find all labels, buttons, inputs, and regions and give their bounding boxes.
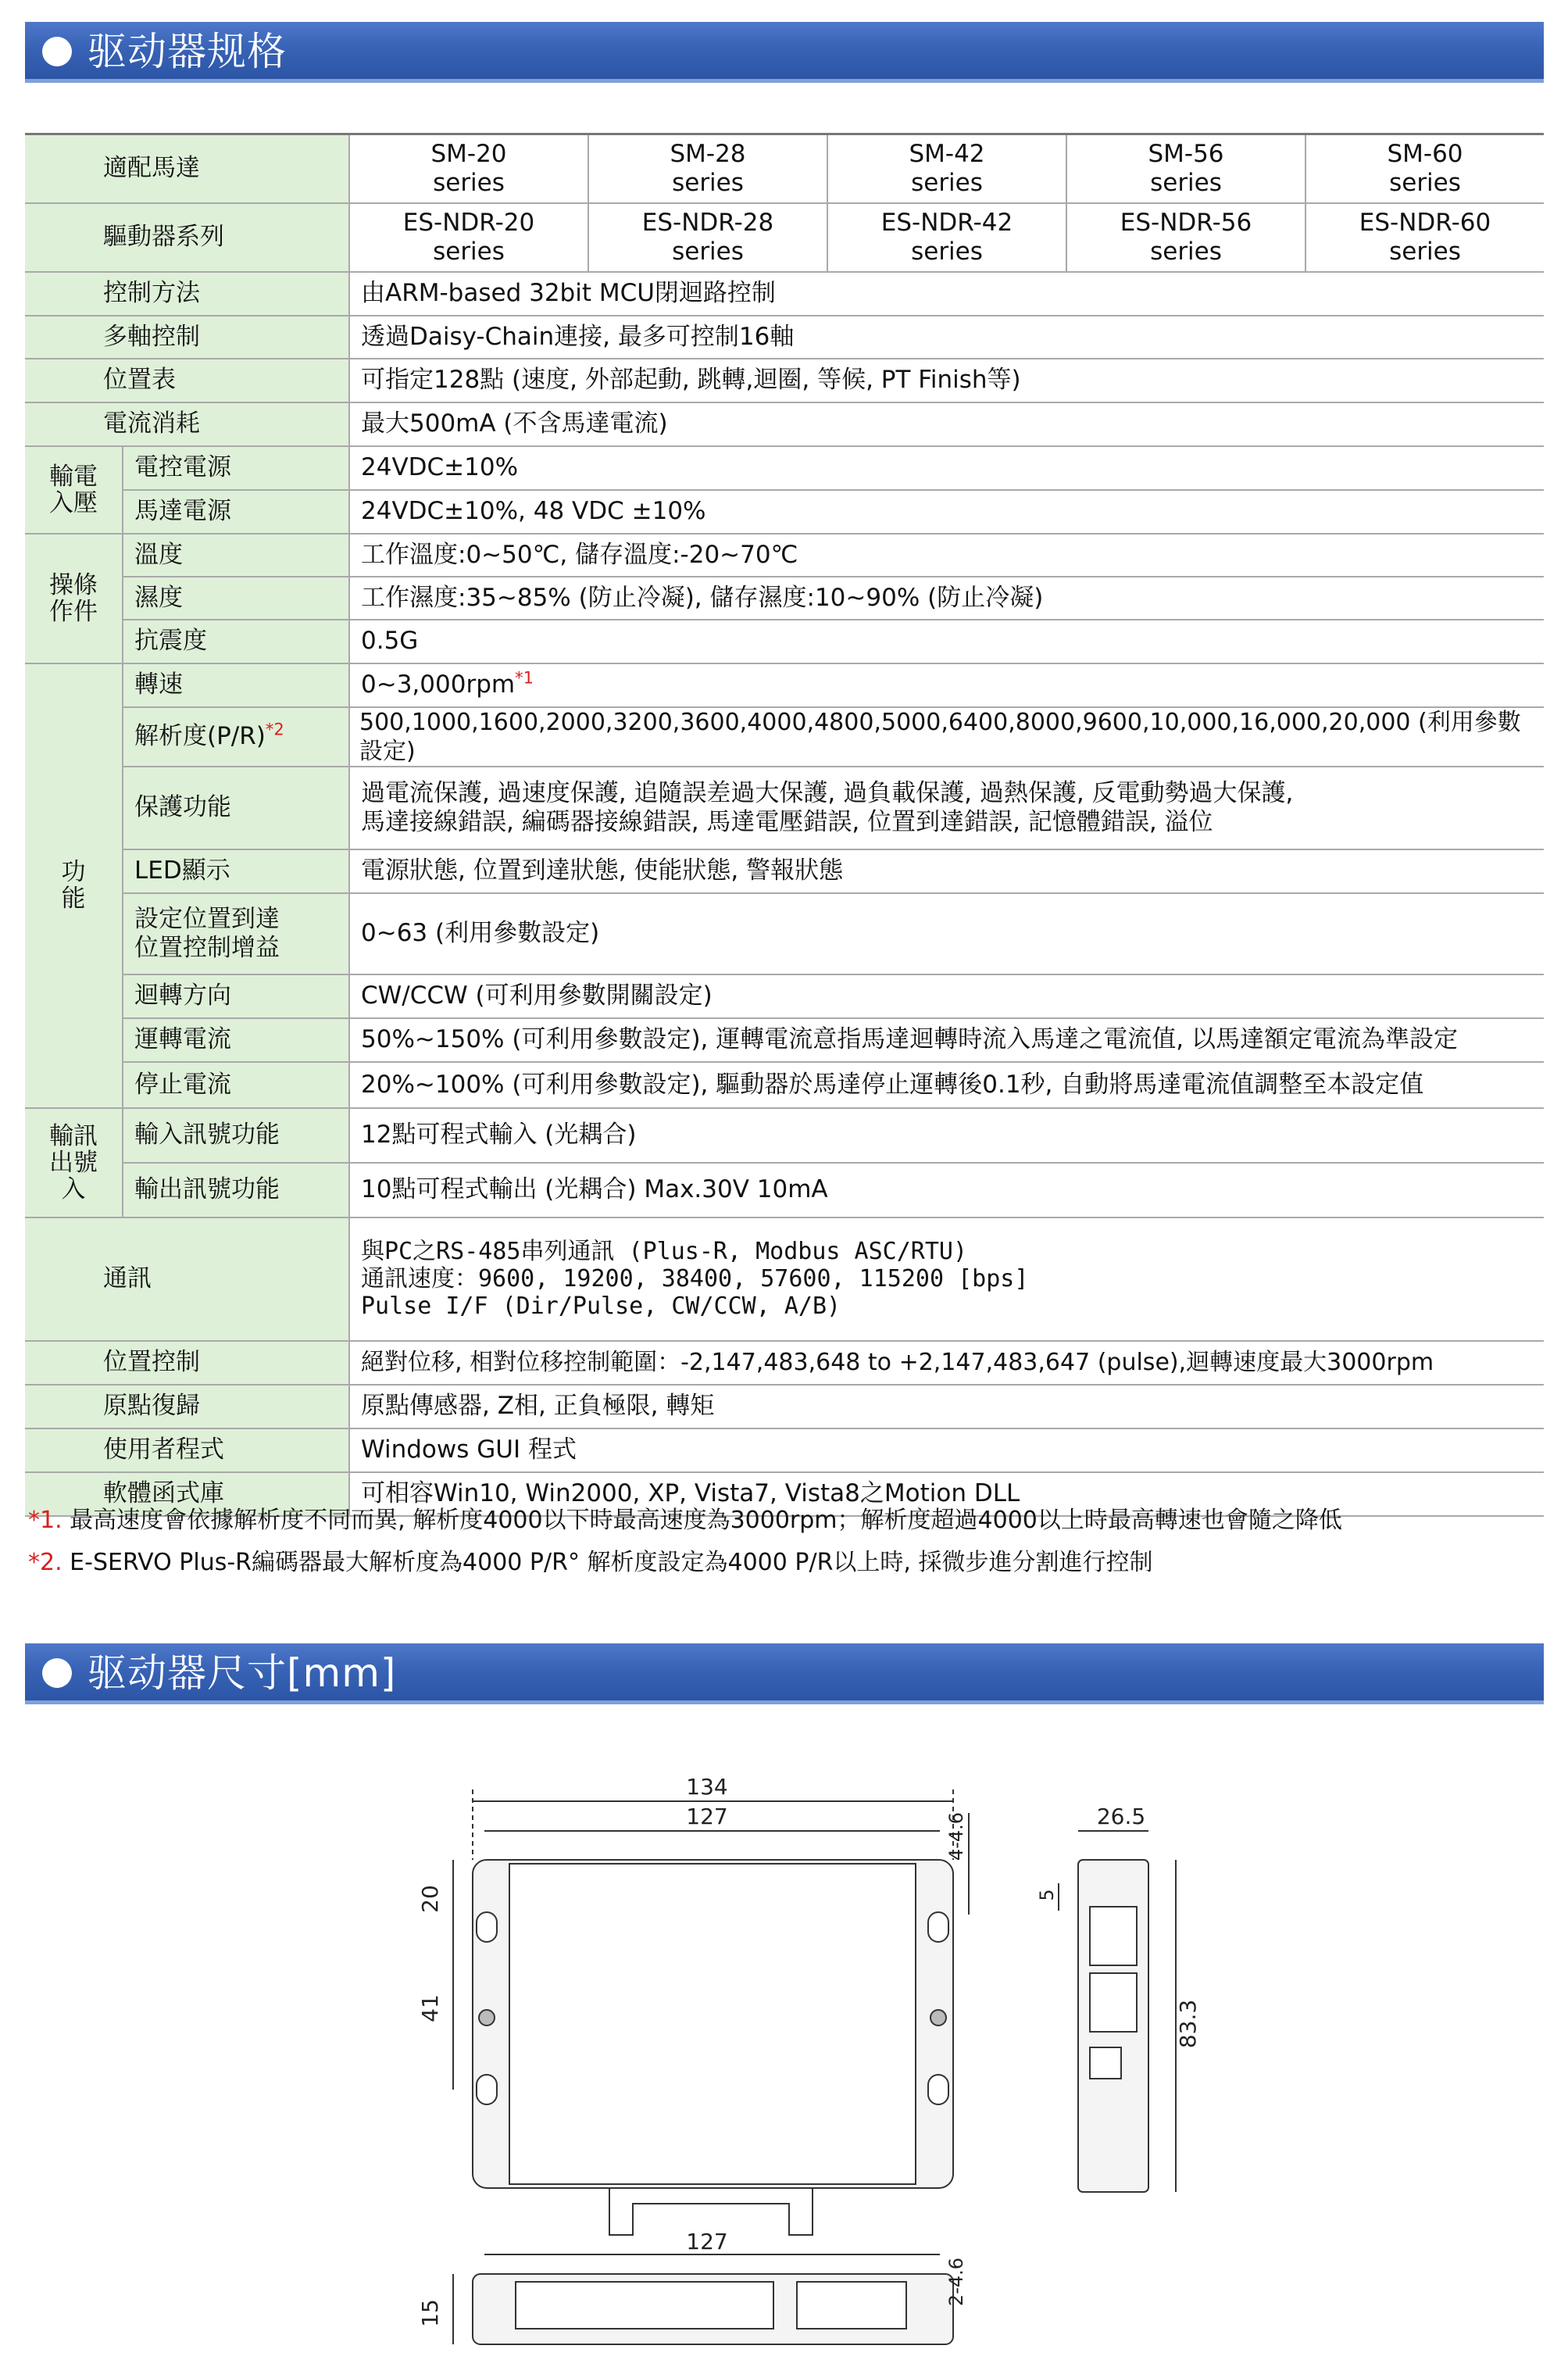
group-function: 功能 [25, 663, 123, 1108]
motor-cell: SM-28 series [588, 134, 827, 203]
driver-cell: ES-NDR-42 series [827, 203, 1066, 272]
spec-row: 輸出訊號功能 10點可程式輸出 (光耦合) Max.30V 10mA [25, 1163, 1544, 1217]
spec-row: 位置表 可指定128點 (速度, 外部起動, 跳轉,迴圈, 等候, PT Finish等) [25, 359, 1544, 402]
dimension-section-banner [25, 1643, 1544, 1704]
spec-row: 使用者程式 Windows GUI 程式 [25, 1428, 1544, 1472]
dim-hole-spacing: 41 [417, 1994, 443, 2022]
spec-row: LED顯示 電源狀態, 位置到達狀態, 使能狀態, 警報狀態 [25, 849, 1544, 893]
spec-row: 保護功能 過電流保護, 過速度保護, 追隨誤差過大保護, 過負載保護, 過熱保護, 反電動勢過大保護, 馬達接線錯誤, 編碼器接線錯誤, 馬達電壓錯誤, 位置到達錯誤, 記憶體錯誤, 溢位 [25, 767, 1544, 849]
spec-row: 馬達電源 24VDC±10%, 48 VDC ±10% [25, 490, 1544, 534]
spec-row: 運轉電流 50%~150% (可利用參數設定), 運轉電流意指馬達迴轉時流入馬達之電流值, 以馬達額定電流為準設定 [25, 1018, 1544, 1062]
spec-section-banner [25, 22, 1544, 83]
motor-cell: SM-56 series [1066, 134, 1305, 203]
driver-cell: ES-NDR-60 series [1305, 203, 1544, 272]
motor-row [25, 134, 1544, 203]
spec-row: 電流消耗 最大500mA (不含馬達電流) [25, 402, 1544, 446]
motor-cell: SM-20 series [349, 134, 588, 203]
spec-row: 解析度$(P/R)^{*2}$ 500,1000,1600,2000,3200,3600,4000,4800,5000,6400,8000,9600,10,000,16,000,20,000 (利用參數設定) [25, 707, 1544, 767]
spec-row: 控制方法 由ARM-based 32bit MCU閉迴路控制 [25, 272, 1544, 316]
group-io: 輸訊出號入 [25, 1108, 123, 1217]
dim-depth: 26.5 [1096, 1804, 1146, 1829]
dim-side-offset: 5 [1036, 1889, 1058, 1901]
bullet-icon [42, 37, 72, 66]
spec-row: 輸電入壓 電控電源 24VDC±10% [25, 446, 1544, 490]
spec-section-title: 驱动器规格 [88, 29, 287, 74]
spec-row: 操條作件 溫度 工作溫度:0~50℃, 儲存溫度:-20~70℃ [25, 534, 1544, 577]
spec-row: 輸訊出號入 輸入訊號功能 12點可程式輸入 (光耦合) [25, 1108, 1544, 1163]
spec-row: 功能 轉速 0~3,000rpm$^{*1}$ [25, 663, 1544, 707]
driver-label: 驅動器系列 [25, 203, 349, 272]
spec-row: 設定位置到達 位置控制增益 0~63 (利用參數設定) [25, 893, 1544, 974]
dimension-drawing [375, 1766, 1250, 2360]
dim-bottom-width: 127 [686, 2229, 728, 2254]
motor-cell: SM-42 series [827, 134, 1066, 203]
dim-width-mount: 127 [686, 1804, 728, 1829]
spec-row: 迴轉方向 CW/CCW (可利用參數開關設定) [25, 974, 1544, 1018]
dim-top-offset: 20 [417, 1885, 443, 1913]
dim-bottom-height: 15 [417, 2299, 443, 2327]
dim-height: 83.3 [1175, 1999, 1201, 2049]
spec-row: 位置控制 絕對位移, 相對位移控制範圍：-2,147,483,648 to +2,147,483,647 (pulse),迴轉速度最大3000rpm [25, 1341, 1544, 1385]
motor-label: 適配馬達 [25, 134, 349, 203]
driver-cell: ES-NDR-20 series [349, 203, 588, 272]
dim-width-total: 134 [686, 1774, 728, 1800]
dimension-section-title: 驱动器尺寸[mm] [88, 1650, 397, 1696]
dim-hole-bottom: 2-4.6 [945, 2257, 967, 2307]
spec-row: 原點復歸 原點傳感器, Z相, 正負極限, 轉矩 [25, 1385, 1544, 1428]
bullet-icon [42, 1658, 72, 1688]
footnote: *2. E-SERVO Plus-R編碼器最大解析度為4000 P/R° 解析度設定為4000 P/R以上時, 採微步進分割進行控制 [28, 1549, 1153, 1576]
dim-hole-top: 4-4.6 [945, 1811, 967, 1861]
driver-row [25, 203, 1544, 272]
spec-row: 通訊 與PC之RS-485串列通訊 (Plus-R, Modbus ASC/RTU) 通訊速度：9600, 19200, 38400, 57600, 115200 [bps] Pulse I/F (Dir/Pulse, CW/CCW, A/B) [25, 1217, 1544, 1341]
motor-cell: SM-60 series [1305, 134, 1544, 203]
group-input-voltage: 輸電入壓 [25, 446, 123, 534]
spec-row: 軟體函式庫 可相容Win10, Win2000, XP, Vista7, Vista8之Motion DLL [25, 1472, 1544, 1516]
spec-row: 多軸控制 透過Daisy-Chain連接, 最多可控制16軸 [25, 316, 1544, 359]
footnote: *1. 最高速度會依據解析度不同而異, 解析度4000以下時最高速度為3000rpm；解析度超過4000以上時最高轉速也會隨之降低 [28, 1507, 1342, 1534]
group-operating: 操條作件 [25, 534, 123, 663]
spec-row: 濕度 工作濕度:35~85% (防止冷凝), 儲存濕度:10~90% (防止冷凝) [25, 577, 1544, 620]
driver-cell: ES-NDR-28 series [588, 203, 827, 272]
spec-row: 抗震度 0.5G [25, 620, 1544, 663]
footnotes [28, 1500, 1342, 1584]
spec-table [25, 133, 1544, 1517]
driver-cell: ES-NDR-56 series [1066, 203, 1305, 272]
spec-row: 停止電流 20%~100% (可利用參數設定), 驅動器於馬達停止運轉後0.1秒, 自動將馬達電流值調整至本設定值 [25, 1062, 1544, 1108]
